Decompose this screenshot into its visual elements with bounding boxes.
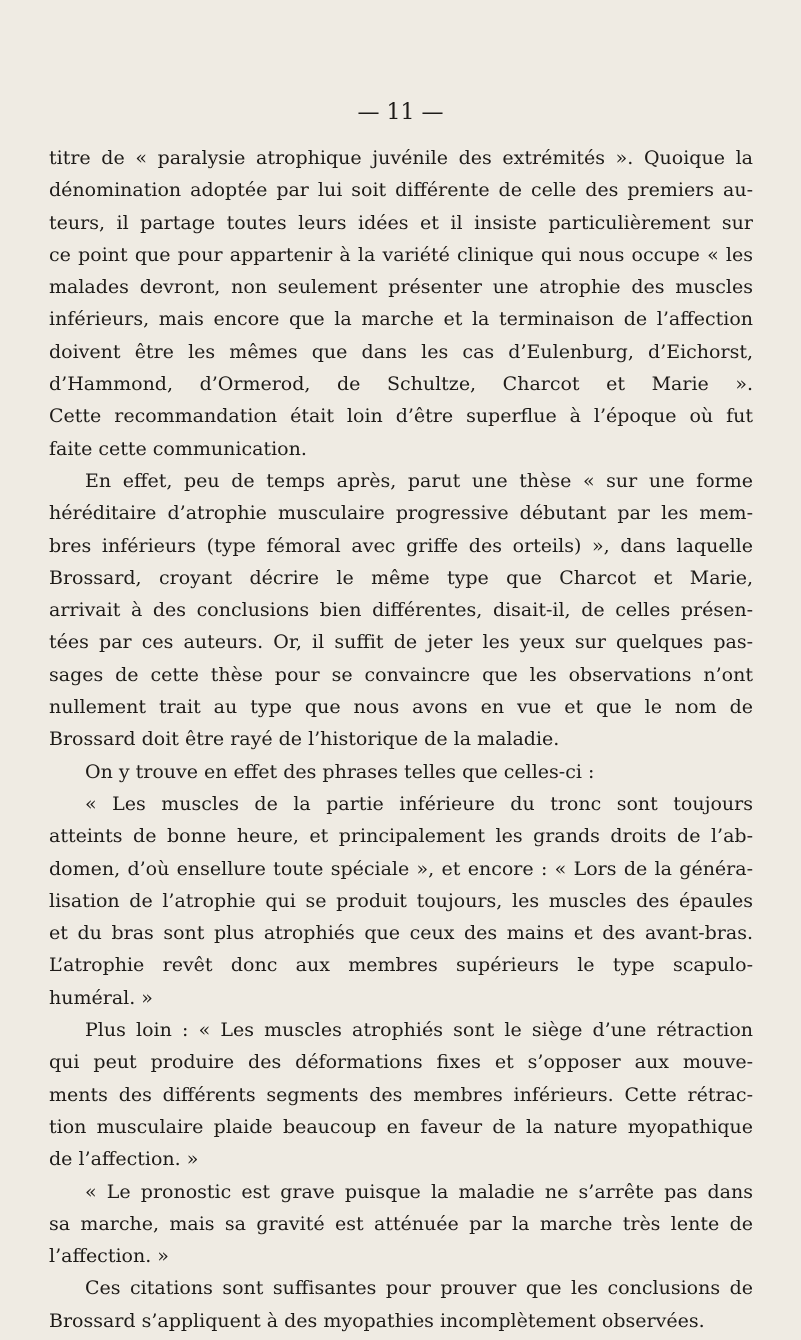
text-line: « Les muscles de la partie inférieure du tronc sont toujours (85, 792, 753, 815)
paragraph (49, 756, 753, 788)
quotation (49, 1014, 753, 1175)
text-line: inférieurs, mais encore que la marche et la terminaison de l’affection (49, 308, 753, 331)
text-line: huméral. » (49, 986, 153, 1009)
text-line: lisation de l’atrophie qui se produit toujours, les muscles des épaules (49, 889, 753, 912)
text-line: Brossard, croyant décrire le même type que Charcot et Marie, (49, 566, 753, 589)
text-line: On y trouve en effet des phrases telles que celles-ci : (85, 760, 595, 783)
quotation (49, 1176, 753, 1273)
text-line: tion musculaire plaide beaucoup en faveur de la nature myopathique (49, 1115, 753, 1138)
text-line: Brossard s’appliquent à des myopathies incomplètement observées. (49, 1309, 705, 1332)
text-line: L’atrophie revêt donc aux membres supérieurs le type scapulo- (49, 954, 753, 977)
text-line: et du bras sont plus atrophiés que ceux des mains et des avant-bras. (49, 922, 753, 945)
text-line: teurs, il partage toutes leurs idées et il insiste particulièrement sur (49, 211, 753, 234)
text-line: qui peut produire des déformations fixes et s’opposer aux mouve- (49, 1051, 753, 1074)
text-line: « Le pronostic est grave puisque la maladie ne s’arrête pas dans (85, 1180, 753, 1203)
paragraph (49, 1272, 753, 1337)
text-line: dénomination adoptée par lui soit différente de celle des premiers au- (49, 179, 753, 202)
text-line: sages de cette thèse pour se convaincre que les observations n’ont (49, 663, 753, 686)
text-line: faite cette communication. (49, 437, 307, 460)
text-line: domen, d’où ensellure toute spéciale », et encore : « Lors de la généra- (49, 857, 753, 880)
text-line: ments des différents segments des membres inférieurs. Cette rétrac- (49, 1083, 753, 1106)
text-line: nullement trait au type que nous avons en vue et que le nom de (49, 696, 753, 719)
text-line: bres inférieurs (type fémoral avec griffe des orteils) », dans laquelle (49, 534, 753, 557)
text-line: doivent être les mêmes que dans les cas d’Eulenburg, d’Eichorst, (49, 340, 753, 363)
text-line: Plus loin : « Les muscles atrophiés sont le siège d’une rétraction (85, 1019, 753, 1042)
text-line: Cette recommandation était loin d’être superflue à l’époque où fut (49, 405, 753, 428)
paragraph (49, 465, 753, 756)
text-line: En effet, peu de temps après, parut une thèse « sur une forme (85, 469, 753, 492)
text-line: Ces citations sont suffisantes pour prouver que les conclusions de (85, 1277, 753, 1300)
text-line: héréditaire d’atrophie musculaire progressive débutant par les mem- (49, 502, 753, 525)
text-line: sa marche, mais sa gravité est atténuée par la marche très lente de (49, 1212, 753, 1235)
paragraph (49, 142, 753, 465)
text-line: malades devront, non seulement présenter une atrophie des muscles (49, 276, 753, 299)
quotation (49, 788, 753, 1014)
text-line: arrivait à des conclusions bien différentes, disait-il, de celles présen- (49, 599, 753, 622)
text-line: tées par ces auteurs. Or, il suffit de jeter les yeux sur quelques pas- (49, 631, 753, 654)
text-line: l’affection. » (49, 1245, 169, 1268)
text-line: titre de « paralysie atrophique juvénile des extrémités ». Quoique la (49, 147, 753, 169)
body-text (49, 142, 753, 1337)
text-line: ce point que pour appartenir à la variété clinique qui nous occupe « les (49, 243, 753, 266)
text-line: atteints de bonne heure, et principalement les grands droits de l’ab- (49, 825, 753, 848)
text-line: Brossard doit être rayé de l’historique de la maladie. (49, 728, 560, 751)
page-number: — 11 — (357, 100, 444, 125)
text-line: d’Hammond, d’Ormerod, de Schultze, Charcot et Marie ». (49, 373, 753, 396)
text-line: de l’affection. » (49, 1148, 199, 1171)
